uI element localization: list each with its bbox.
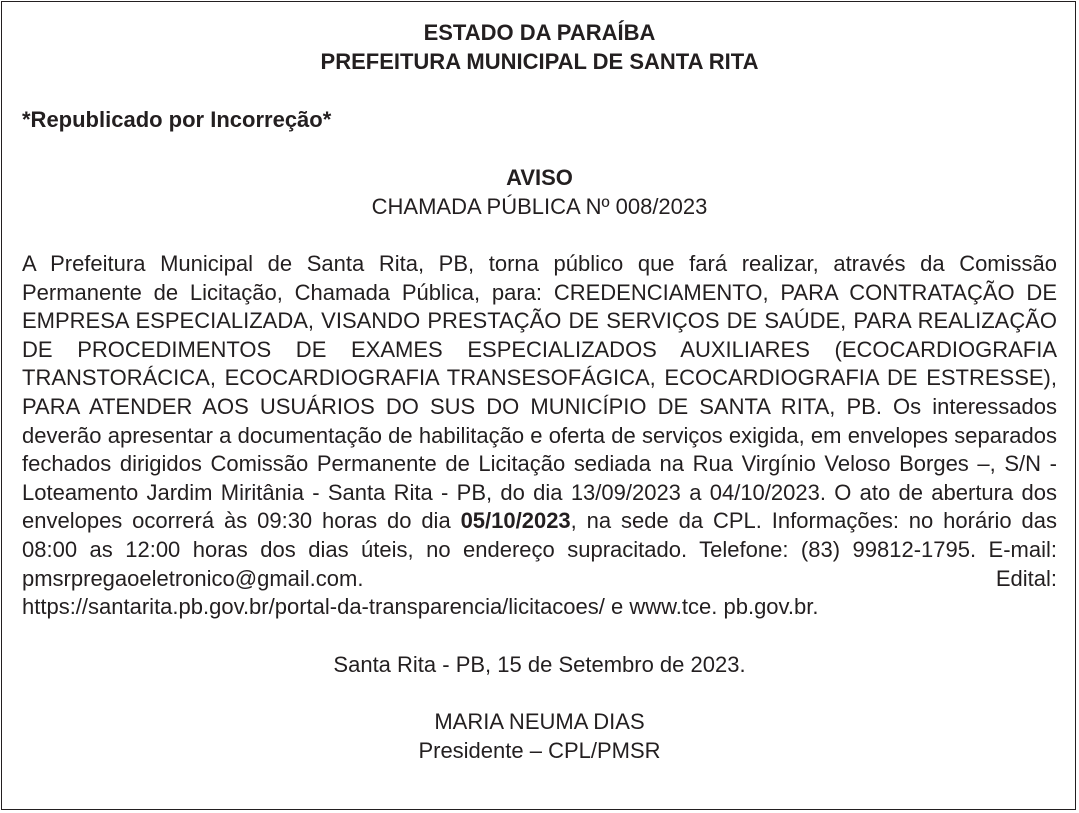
notice-subtitle: CHAMADA PÚBLICA Nº 008/2023: [371, 194, 708, 219]
notice-title: AVISO: [506, 165, 573, 190]
signer-name: MARIA NEUMA DIAS: [434, 708, 645, 734]
header-state: ESTADO DA PARAÍBA: [423, 20, 656, 45]
notice-body: [22, 250, 1057, 593]
header-municipality: PREFEITURA MUNICIPAL DE SANTA RITA: [320, 49, 759, 74]
body-part-2: , na sede da CPL. Informações: no horário das 08:00 as 12:00 horas dos dias úteis, no endereço supracitado. Telefone: (83) 99812-1795. E-mail: pmsrpregaoeletronico@gmail.com. Edital:: [22, 508, 1058, 591]
edital-links: https://santarita.pb.gov.br/portal-da-transparencia/licitacoes/ e www.tce. pb.gov.br.: [22, 594, 819, 620]
signer-role: Presidente – CPL/PMSR: [418, 737, 661, 763]
document-content: [22, 18, 1057, 765]
place-and-date: Santa Rita - PB, 15 de Setembro de 2023.: [333, 651, 746, 677]
republication-notice: *Republicado por Incorreção*: [22, 107, 332, 132]
body-part-1: A Prefeitura Municipal de Santa Rita, PB, torna público que fará realizar, através da Comissão Permanente de Licitação, Chamada Pública, para: CREDENCIAMENTO, PARA CONTRATAÇÃO DE EMPRESA ESPECIALIZADA, VISANDO PRESTAÇÃO DE SERVIÇOS DE SAÚDE, PARA REALIZAÇÃO DE PROCEDIMENTOS DE EXAMES ESPECIALIZADOS AUXILIARES (ECOCARDIOGRAFIA TRANSTORÁCICA, ECOCARDIOGRAFIA TRANSESOFÁGICA, ECOCARDIOGRAFIA DE ESTRESSE), PARA ATENDER AOS USUÁRIOS DO SUS DO MUNICÍPIO DE SANTA RITA, PB. Os interessados deverão apresentar a documentação de habilitação e oferta de serviços exigida, em envelopes separados fechados dirigidos Comissão Permanente de Licitação sediada na Rua Virgínio Veloso Borges –, S/N - Loteamento Jardim Miritânia - Santa Rita - PB, do dia 13/09/2023 a 04/10/2023. O ato de abertura dos envelopes ocorrerá às 09:30 horas do dia: [22, 251, 1057, 534]
opening-date: 05/10/2023: [460, 508, 571, 534]
